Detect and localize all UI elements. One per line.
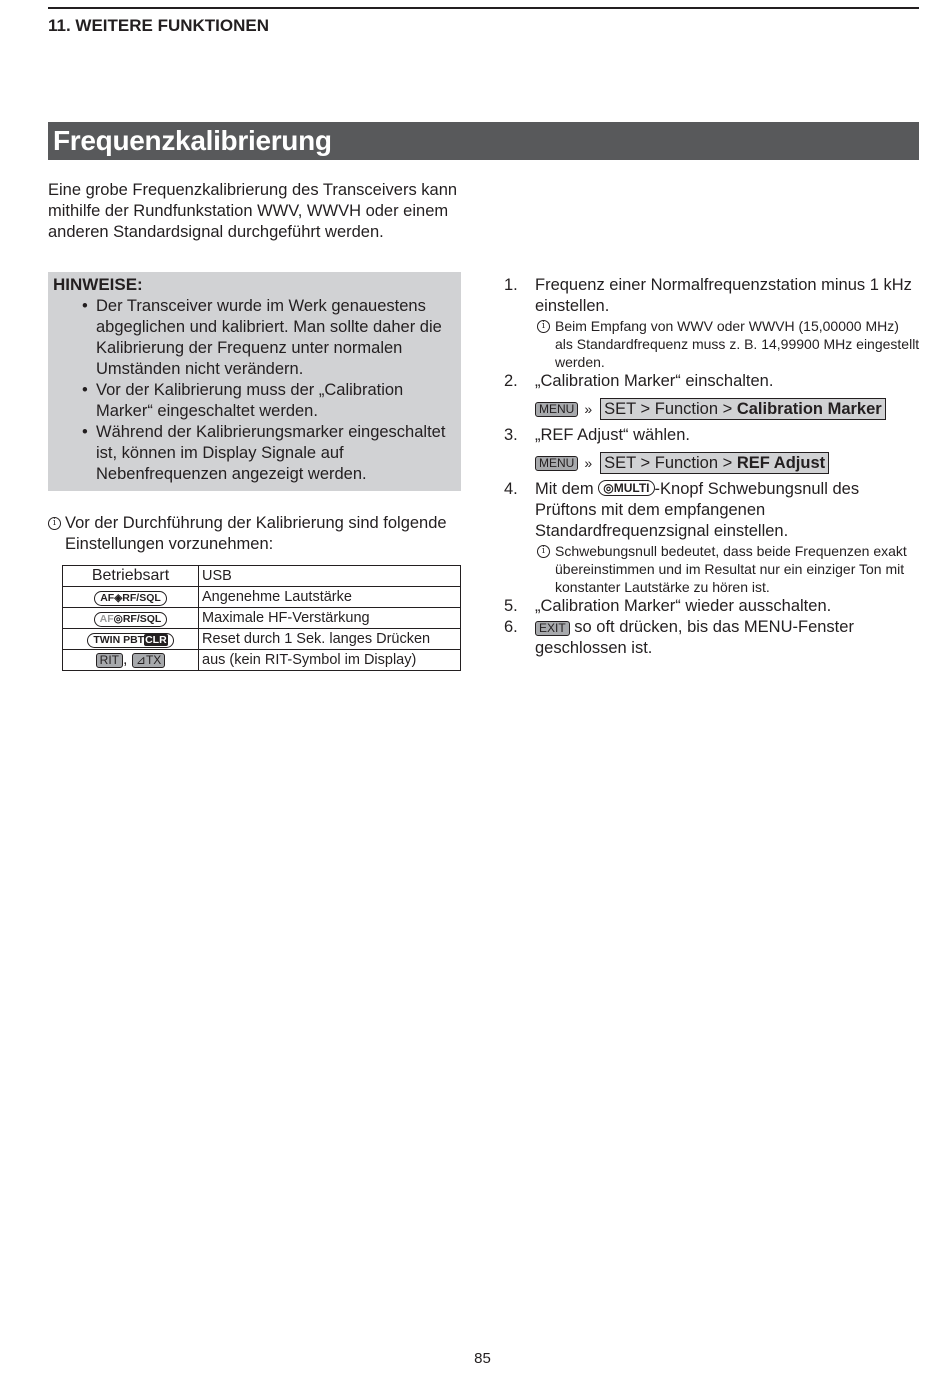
step-item: 1. Frequenz einer Normalfrequenzstation minus 1 kHz einstellen. i Beim Empfang von WWV oder WWVH (15,00000 MHz) als Standardfrequenz muss z. B. 14,99900 MHz eingestellt werden. <box>504 276 920 370</box>
step-item: 5. „Calibration Marker“ wieder ausschalten. <box>504 597 832 615</box>
step-item: 2. „Calibration Marker“ einschalten. MENU » SET > Function > Calibration Marker <box>504 371 920 420</box>
step-note: i Beim Empfang von WWV oder WWVH (15,00000 MHz) als Standardfrequenz muss z. B. 14,99900 MHz eingestellt werden. <box>535 317 920 371</box>
menu-key: MENU <box>535 456 578 471</box>
step-item: 6. EXIT so oft drücken, bis das MENU-Fenster geschlossen ist. <box>504 618 854 657</box>
steps-list <box>504 275 920 659</box>
af-rf-sql-knob: AF◎RF/SQL <box>94 612 168 627</box>
notes-title: HINWEISE: <box>53 275 143 294</box>
note-item: • Vor der Kalibrierung muss der „Calibration Marker“ eingeschaltet werden. <box>82 381 404 420</box>
note-item: • Der Transceiver wurde im Werk genauestens abgeglichen und kalibriert. Man sollte daher die Kalibrierung der Frequenz unter normalen Umständen nicht verändern. <box>82 297 442 378</box>
chapter-heading: 11. WEITERE FUNKTIONEN <box>48 16 270 35</box>
delta-tx-key: ⊿TX <box>132 653 165 668</box>
setting-value: Angenehme Lautstärke <box>199 587 461 608</box>
twin-pbt-knob: TWIN PBTCLR <box>87 633 173 648</box>
table-row <box>63 650 461 671</box>
page-number: 85 <box>474 1350 491 1367</box>
notes-box <box>48 272 461 491</box>
table-row <box>63 629 461 650</box>
exit-key: EXIT <box>535 621 570 636</box>
multi-knob: ◎MULTI <box>598 480 654 496</box>
settings-info: i Vor der Durchführung der Kalibrierung sind folgende Einstellungen vorzunehmen: <box>48 513 480 555</box>
setting-value: Reset durch 1 Sek. langes Drücken <box>199 629 461 650</box>
menu-path-box: SET > Function > REF Adjust <box>600 452 829 474</box>
af-rf-sql-knob: AF◈RF/SQL <box>94 591 167 606</box>
info-icon: i <box>537 320 550 333</box>
table-row <box>63 587 461 608</box>
menu-key: MENU <box>535 402 578 417</box>
header-rule <box>48 7 919 9</box>
section-title-bar <box>48 122 919 160</box>
setting-value: USB <box>199 566 461 587</box>
notes-list <box>82 296 454 485</box>
step-note: i Schwebungsnull bedeutet, dass beide Frequenzen exakt übereinstimmen und im Resultat nur ein einziger Ton mit konstanter Lautstärke zu hören ist. <box>535 542 920 596</box>
info-icon: i <box>48 517 61 530</box>
setting-value: Maximale HF-Verstärkung <box>199 608 461 629</box>
setting-key <box>63 608 199 629</box>
setting-key <box>63 629 199 650</box>
settings-table <box>62 565 461 671</box>
note-item: • Während der Kalibrierungsmarker eingeschaltet ist, können im Display Signale auf Nebenfrequenzen angezeigt werden. <box>82 423 446 483</box>
menu-path <box>535 452 920 474</box>
rit-key: RIT <box>96 653 123 668</box>
intro-paragraph: Eine grobe Frequenzkalibrierung des Transceivers kann mithilfe der Rundfunkstation WWV, WWVH oder einem anderen Standardsignal durchgeführt werden. <box>48 181 458 241</box>
setting-value: aus (kein RIT-Symbol im Display) <box>199 650 461 671</box>
arrow-icon: » <box>584 400 593 417</box>
setting-key: Betriebsart <box>63 566 199 587</box>
table-row <box>63 608 461 629</box>
section-title: Frequenzkalibrierung <box>53 125 332 156</box>
setting-key <box>63 587 199 608</box>
info-icon: i <box>537 545 550 558</box>
table-row <box>63 566 461 587</box>
step-item: 3. „REF Adjust“ wählen. MENU » SET > Function > REF Adjust <box>504 425 920 474</box>
arrow-icon: » <box>584 454 593 471</box>
setting-key: RIT , ⊿TX <box>63 650 199 671</box>
menu-path <box>535 398 920 420</box>
menu-path-box: SET > Function > Calibration Marker <box>600 398 886 420</box>
step-item: 4. Mit dem ◎MULTI -Knopf Schwebungsnull des Prüftons mit dem empfangenen Standardfrequenzsignal einstellen. i Schwebungsnull bedeutet, dass beide Frequenzen exakt übereinstimmen und im Resultat nur ein einziger Ton mit konstanter Lautstärke zu hören ist. <box>504 479 920 596</box>
